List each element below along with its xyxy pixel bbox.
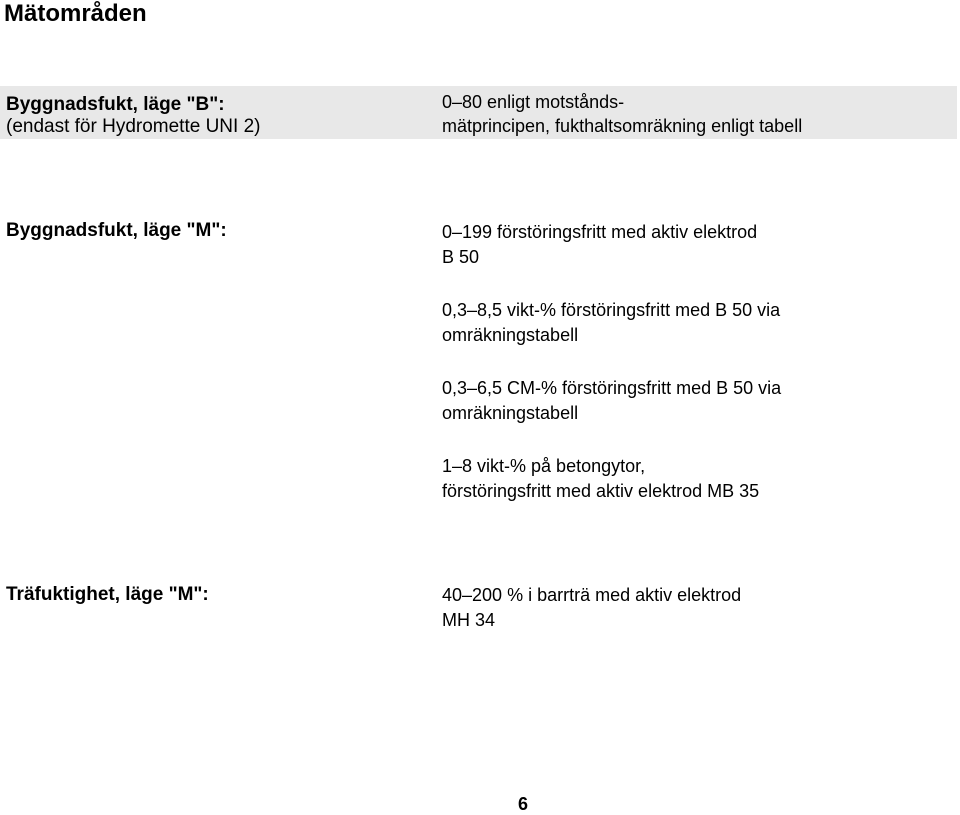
section-sublabel-hydromette: (endast för Hydromette UNI 2): [6, 116, 261, 137]
page-number: 6: [518, 794, 529, 814]
value-line: B 50: [442, 247, 480, 267]
value-line: MH 34: [442, 610, 496, 630]
value-line: mätprincipen, fukthaltsomräkning enligt tabell: [442, 116, 803, 136]
value-line: 1–8 vikt-% på betongytor,: [442, 456, 646, 476]
value-line: 0–199 förstöringsfritt med aktiv elektrod: [442, 222, 758, 242]
value-line: 0–80 enligt motstånds-: [442, 92, 625, 112]
value-line: 0,3–6,5 CM-% förstöringsfritt med B 50 via: [442, 378, 782, 398]
value-line: omräkningstabell: [442, 403, 579, 423]
value-line: förstöringsfritt med aktiv elektrod MB 35: [442, 481, 760, 501]
value-line: omräkningstabell: [442, 325, 579, 345]
value-line: 0,3–8,5 vikt-% förstöringsfritt med B 50 via: [442, 300, 781, 320]
section-label-byggnadsfukt-b: Byggnadsfukt, läge "B":: [6, 94, 225, 115]
page-title: Mätområden: [4, 0, 147, 27]
section-label-byggnadsfukt-m: Byggnadsfukt, läge "M":: [6, 220, 227, 241]
section-label-trafuktighet: Träfuktighet, läge "M":: [6, 584, 209, 605]
value-line: 40–200 % i barrträ med aktiv elektrod: [442, 585, 742, 605]
